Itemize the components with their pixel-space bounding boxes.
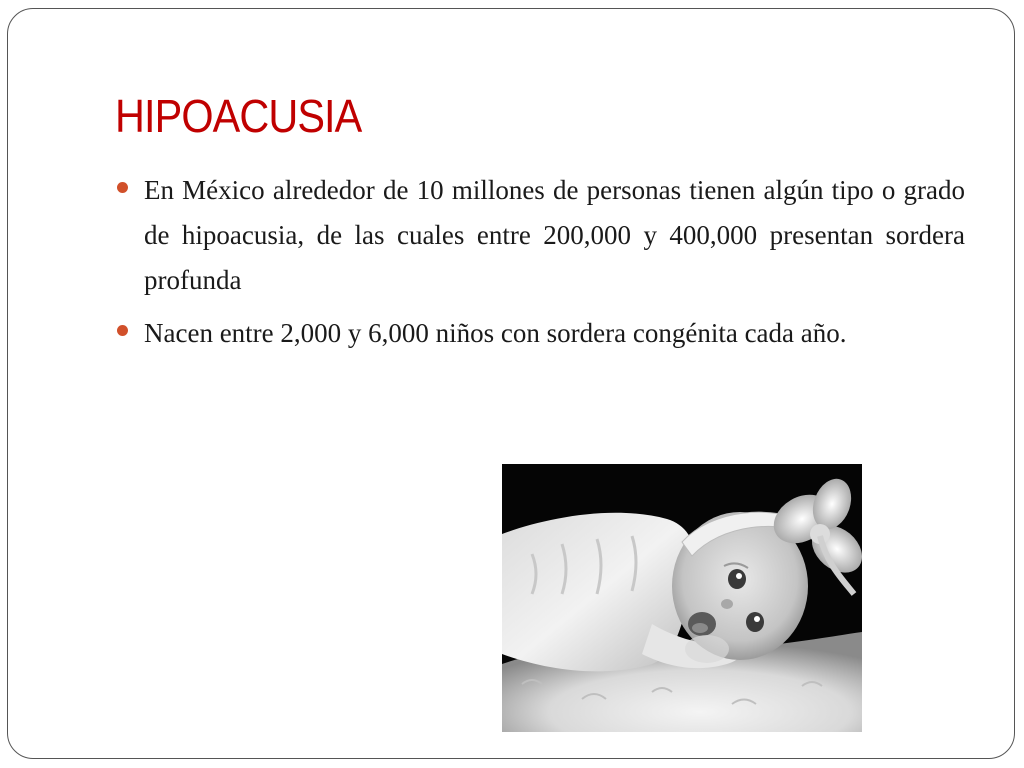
slide-title: HIPOACUSIA (115, 90, 362, 142)
bullet-dot-icon (117, 182, 128, 193)
baby-photo (502, 464, 862, 732)
bullet-item (115, 311, 965, 356)
bullet-list (115, 168, 965, 364)
bullet-text: Nacen entre 2,000 y 6,000 niños con sordera congénita cada año. (144, 318, 847, 348)
bullet-item (115, 168, 965, 303)
bullet-dot-icon (117, 325, 128, 336)
bullet-text: En México alrededor de 10 millones de personas tienen algún tipo o grado de hipoacusia, de las cuales entre 200,000 y 400,000 presentan sordera profunda (144, 175, 965, 295)
baby-photo-illustration (502, 464, 862, 732)
